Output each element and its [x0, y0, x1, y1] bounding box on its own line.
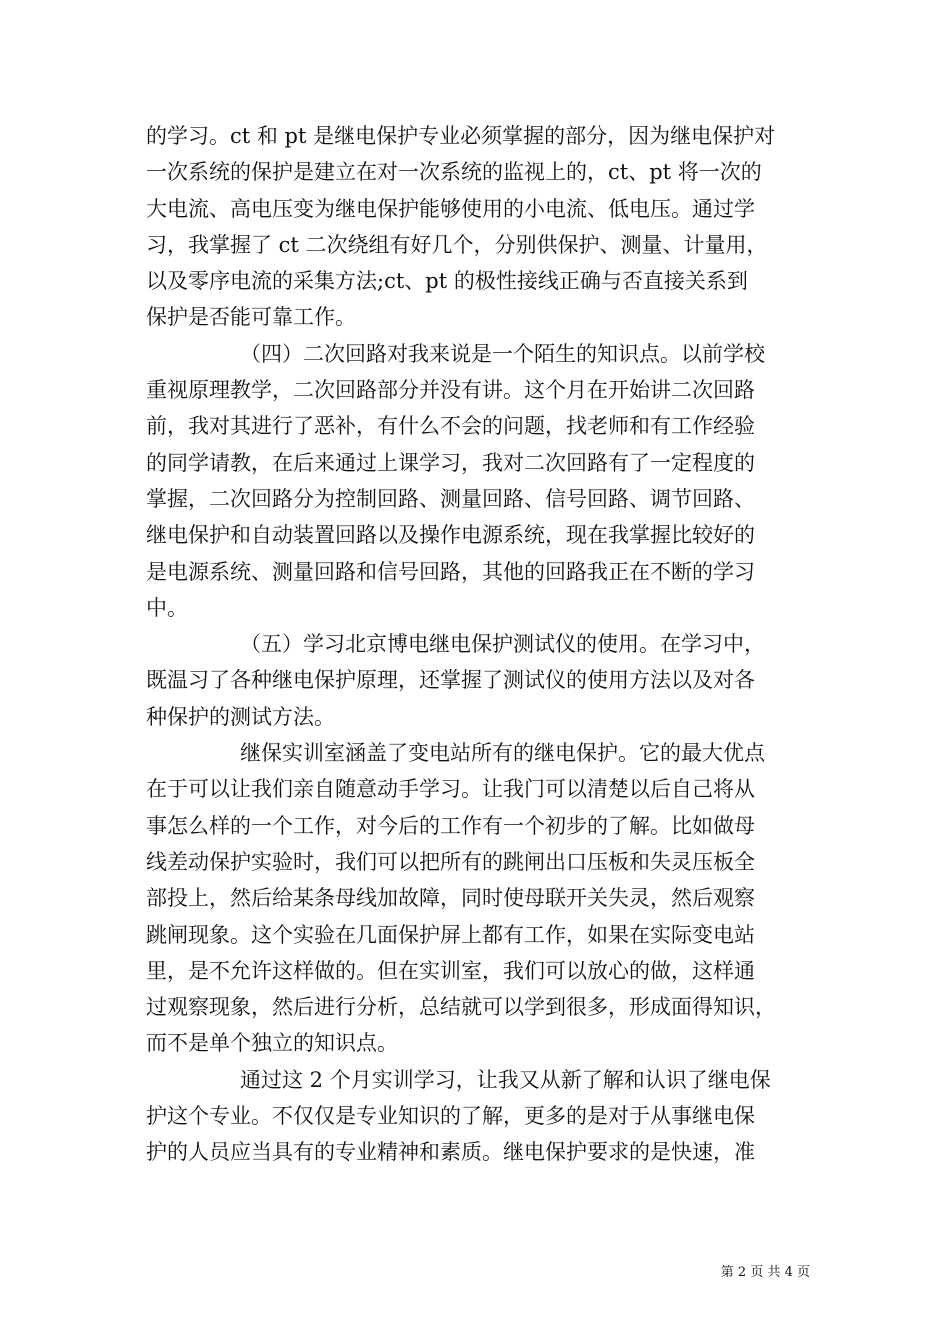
page-number: 第 2 页 共 4 页	[720, 1265, 810, 1280]
text-line: 大电流、高电压变为继电保护能够使用的小电流、低电压。通过学	[146, 196, 755, 221]
text-line: 种保护的测试方法。	[146, 704, 335, 729]
text-line: 护这个专业。不仅仅是专业知识的了解，更多的是对于从事继电保	[146, 1104, 755, 1129]
text-line: 里，是不允许这样做的。但在实训室，我们可以放心的做，这样通	[146, 958, 755, 983]
text-line: 的同学请教，在后来通过上课学习，我对二次回路有了一定程度的	[146, 450, 755, 475]
text-line: 前，我对其进行了恶补，有什么不会的问题，找老师和有工作经验	[146, 414, 755, 439]
text-line: 过观察现象，然后进行分析，总结就可以学到很多，形成面得知识，	[146, 995, 776, 1020]
paragraph-start-line: （四）二次回路对我来说是一个陌生的知识点。以前学校	[240, 341, 765, 366]
text-line: 既温习了各种继电保护原理，还掌握了测试仪的使用方法以及对各	[146, 668, 755, 693]
text-line: 的学习。ct 和 pt 是继电保护专业必须掌握的部分，因为继电保护对	[146, 124, 776, 148]
text-line: 以及零序电流的采集方法;ct、pt 的极性接线正确与否直接关系到	[146, 269, 748, 294]
text-line: 继电保护和自动装置回路以及操作电源系统，现在我掌握比较好的	[146, 523, 755, 548]
text-line: 线差动保护实验时，我们可以把所有的跳闸出口压板和失灵压板全	[146, 849, 755, 874]
text-line: 掌握，二次回路分为控制回路、测量回路、信号回路、调节回路、	[146, 486, 755, 511]
text-line: 跳闸现象。这个实验在几面保护屏上都有工作，如果在实际变电站	[146, 922, 755, 947]
paragraph-start-line: （五）学习北京博电继电保护测试仪的使用。在学习中，	[240, 632, 765, 657]
text-line: 保护是否能可靠工作。	[146, 305, 356, 330]
text-line: 重视原理教学，二次回路部分并没有讲。这个月在开始讲二次回路	[146, 378, 755, 403]
text-line: 在于可以让我们亲自随意动手学习。让我门可以清楚以后自己将从	[146, 777, 755, 802]
paragraph-start-line: 通过这 2 个月实训学习，让我又从新了解和认识了继电保	[240, 1067, 771, 1092]
text-line: 事怎么样的一个工作，对今后的工作有一个初步的了解。比如做母	[146, 813, 755, 838]
text-line: 一次系统的保护是建立在对一次系统的监视上的，ct、pt 将一次的	[146, 160, 762, 185]
text-line: 而不是单个独立的知识点。	[146, 1031, 398, 1056]
text-line: 是电源系统、测量回路和信号回路，其他的回路我正在不断的学习	[146, 559, 755, 584]
text-line: 护的人员应当具有的专业精神和素质。继电保护要求的是快速，准	[146, 1140, 755, 1165]
paragraph-start-line: 继保实训室涵盖了变电站所有的继电保护。它的最大优点	[240, 741, 765, 766]
text-line: 部投上，然后给某条母线加故障，同时使母联开关失灵，然后观察	[146, 886, 755, 911]
text-line: 中。	[146, 595, 188, 620]
document-body	[146, 118, 810, 1171]
text-line: 习，我掌握了 ct 二次绕组有好几个，分别供保护、测量、计量用，	[146, 232, 768, 257]
